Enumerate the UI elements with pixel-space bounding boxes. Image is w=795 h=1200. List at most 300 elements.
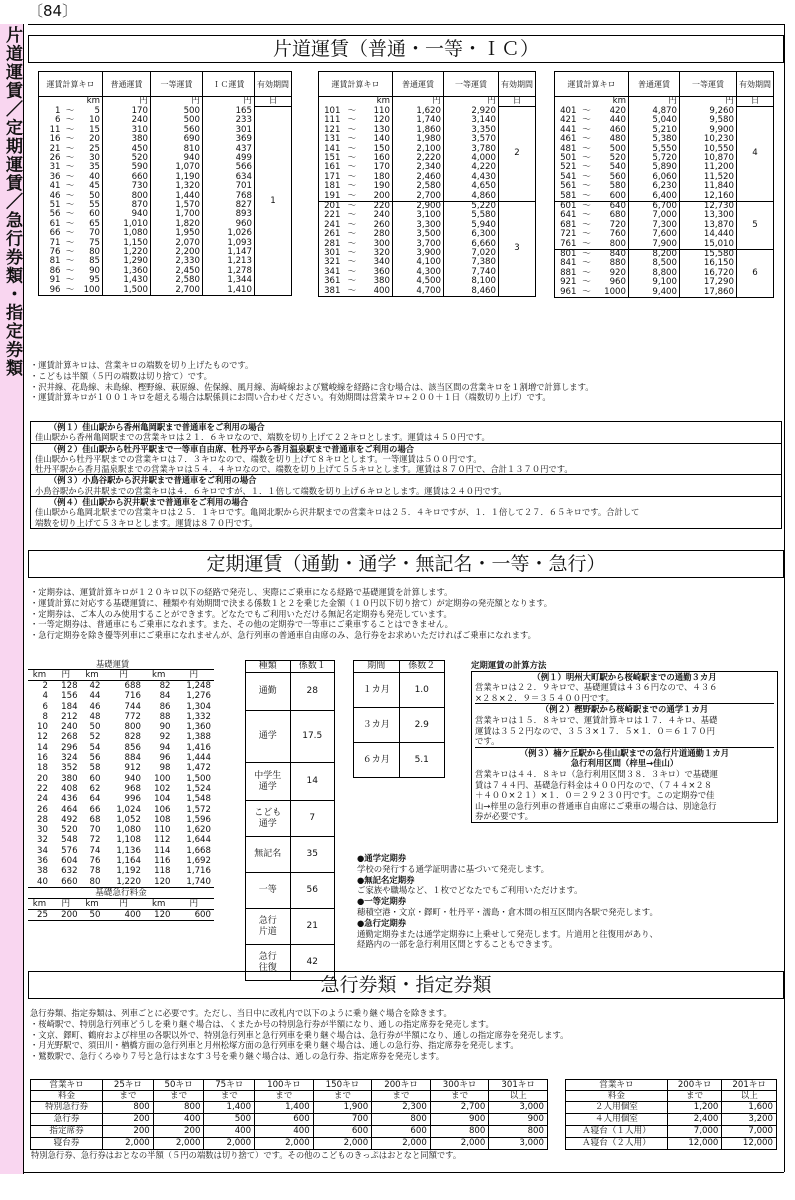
express-header-cell: まで bbox=[103, 1091, 154, 1102]
express-note: 急行券類、指定券類は、列車ごとに必要です。ただし、当日中に改札内で以下のように乗り継ぐ場合を除きます。 bbox=[30, 1008, 452, 1018]
coef2-header-cell: 期間 bbox=[354, 661, 400, 673]
express-row bbox=[31, 1138, 548, 1150]
range-from: 401 bbox=[555, 107, 579, 116]
base-fare-cell: 48 bbox=[89, 711, 101, 722]
base-fare-cell: 40 bbox=[37, 876, 48, 887]
base-fare-cell: 1,572 bbox=[186, 804, 211, 815]
fare-value: 940 bbox=[151, 154, 203, 163]
section-title-oneway: 片道運賃（普通・一等・ＩＣ） bbox=[28, 35, 784, 63]
fare-value: 450 bbox=[103, 145, 151, 154]
range-to: 200 bbox=[361, 192, 392, 202]
base-fare-row bbox=[28, 866, 214, 876]
fare-value: 13,870 bbox=[680, 221, 737, 230]
express-header-cell: 料金 bbox=[31, 1091, 103, 1102]
base-fare-cell: 26 bbox=[37, 804, 48, 815]
base-fare-cell: 1,500 bbox=[186, 773, 211, 784]
fare-value: 10,230 bbox=[680, 135, 737, 144]
express-value: 200 bbox=[103, 1126, 154, 1138]
range-to: 85 bbox=[78, 257, 103, 266]
base-fare-cell: 744 bbox=[124, 701, 141, 712]
base-fare-cell: 884 bbox=[124, 753, 141, 764]
fare-value: 8,800 bbox=[629, 269, 680, 278]
range-tilde: 〜 bbox=[65, 199, 75, 210]
range-to: 5 bbox=[78, 107, 103, 116]
range-from: 56 bbox=[39, 210, 63, 219]
fare-value: 3,500 bbox=[393, 230, 444, 239]
express-value: 1,900 bbox=[313, 1102, 372, 1114]
express-header-bottom bbox=[31, 1091, 548, 1102]
coef2-row bbox=[354, 673, 445, 708]
unit-yen: 円 bbox=[393, 97, 444, 107]
season-type-heading: ●通学定期券 bbox=[357, 853, 407, 863]
range-to: 75 bbox=[78, 239, 103, 248]
example-text: 佳山駅から亀岡北駅までの営業キロは２５．１キロです。亀岡北駅から沢井駅までの営業キロは２５．４キロですが、１．１倍して２７．６５キロです。合計して bbox=[35, 507, 640, 518]
fare-value: 1,070 bbox=[151, 163, 203, 172]
fare-value: 2,100 bbox=[393, 145, 444, 154]
express-note: ・文京、鐸町、鶴府および梓里の各駅以外で、特別急行列車と急行列車を乗り継ぐ場合は、急行券が半額になり、通しの指定席券を発売します。 bbox=[30, 1029, 569, 1040]
express-base-title: 基礎急行料金 bbox=[28, 887, 214, 898]
season-notes bbox=[30, 587, 552, 641]
range-to: 920 bbox=[595, 269, 629, 278]
fare-row bbox=[39, 267, 292, 276]
range-from: 221 bbox=[319, 211, 343, 220]
range-from: 16 bbox=[39, 135, 63, 144]
coef1-value: 7 bbox=[290, 801, 335, 837]
range-from: 161 bbox=[319, 163, 343, 172]
range-tilde: 〜 bbox=[582, 134, 591, 145]
express-row bbox=[31, 1114, 548, 1126]
range-to: 20 bbox=[78, 135, 103, 144]
range-tilde: 〜 bbox=[582, 258, 591, 269]
coef2-period: ３カ月 bbox=[354, 708, 400, 743]
base-fare-cell: 8 bbox=[42, 711, 48, 722]
base-fare-cell: 20 bbox=[37, 773, 48, 784]
fare-value: 4,700 bbox=[393, 287, 444, 297]
example-text: 佳山駅から牡丹平駅までの営業キロは７．３キロなので、端数を切り上げて８キロとします。一等運賃は５００円です。 bbox=[35, 453, 482, 464]
coef1-row bbox=[246, 837, 335, 873]
season-note: ・急行定期券を除き優等列車にご乗車になれませんが、急行列車の普通車自由席のみ、急行券をお求めいただければご乗車になれます。 bbox=[30, 630, 536, 641]
fare-value: 5,210 bbox=[629, 126, 680, 135]
fare-row bbox=[39, 135, 292, 144]
range-to: 800 bbox=[595, 240, 629, 250]
base-fare-cell: 800 bbox=[124, 722, 141, 733]
base-fare-cell: 74 bbox=[89, 845, 101, 856]
express-value: 500 bbox=[204, 1114, 255, 1126]
unit-day: 日 bbox=[499, 97, 536, 107]
range-tilde: 〜 bbox=[65, 256, 75, 267]
range-to: 190 bbox=[361, 182, 392, 191]
range-to: 170 bbox=[361, 163, 392, 172]
base-fare-row bbox=[28, 712, 214, 722]
season-type-text: 通勤定期券または通学定期券に上乗せして発売します。片道用と往復用があり、 bbox=[357, 928, 658, 939]
range-to: 840 bbox=[595, 250, 629, 260]
berth-header-cell: 201キロ bbox=[722, 1080, 777, 1091]
fare-value: 2,920 bbox=[444, 107, 499, 116]
fare-value: 1,320 bbox=[151, 182, 203, 191]
base-fare-row bbox=[28, 846, 214, 856]
example-heading: （例２）佳山駅から牡丹平駅まで一等車自由席、牡丹平から香月温泉駅まで普通車をご利用の場合 bbox=[31, 443, 781, 454]
express-value: 1,400 bbox=[255, 1102, 314, 1114]
example-text: 端数を切り上げて５３キロとします。運賃は８７０円です。 bbox=[35, 517, 258, 528]
base-fare-cell: 18 bbox=[37, 763, 48, 774]
range-tilde: 〜 bbox=[65, 171, 75, 182]
base-fare-cell: 1,548 bbox=[186, 794, 211, 805]
calc-example-text: です。 bbox=[475, 736, 500, 747]
fare-value: 4,860 bbox=[444, 192, 499, 202]
fare-value: 1,093 bbox=[203, 239, 255, 248]
express-value: 800 bbox=[430, 1126, 489, 1138]
range-to: 960 bbox=[595, 278, 629, 287]
base-fare-cell: 436 bbox=[61, 794, 78, 805]
base-fare-cell: 104 bbox=[154, 794, 171, 805]
berth-value: 1,600 bbox=[722, 1102, 777, 1114]
base-fare-cell: 102 bbox=[154, 783, 171, 794]
coef2-row bbox=[354, 743, 445, 778]
base-fare-cell: 58 bbox=[89, 763, 101, 774]
fare-row bbox=[39, 182, 292, 191]
range-tilde: 〜 bbox=[347, 266, 357, 277]
fare-row bbox=[39, 145, 292, 154]
express-value: 3,000 bbox=[489, 1138, 548, 1150]
range-to: 400 bbox=[361, 287, 392, 297]
fare-value: 1,430 bbox=[103, 276, 151, 285]
base-fare-header-cell: 円 bbox=[51, 670, 81, 681]
coef1-value: 56 bbox=[290, 873, 335, 909]
express-base-cell: 120 bbox=[154, 909, 171, 920]
range-to: 160 bbox=[361, 154, 392, 163]
base-fare-cell: 6 bbox=[42, 701, 48, 712]
fare-value: 1,190 bbox=[151, 173, 203, 182]
base-fare-cell: 660 bbox=[61, 876, 78, 887]
example-heading: （例４）佳山駅から沢井駅まで普通車をご利用の場合 bbox=[31, 496, 781, 507]
range-from: 761 bbox=[555, 240, 579, 250]
coefficient2-table bbox=[353, 660, 445, 778]
fare-header-row bbox=[39, 72, 292, 97]
berth-row bbox=[566, 1102, 777, 1114]
fare-value: 301 bbox=[203, 126, 255, 135]
range-from: 76 bbox=[39, 248, 63, 257]
range-to: 15 bbox=[78, 126, 103, 135]
range-tilde: 〜 bbox=[347, 152, 357, 163]
express-row bbox=[31, 1126, 548, 1138]
base-fare-cell: 46 bbox=[89, 701, 101, 712]
unit-yen: 円 bbox=[629, 97, 680, 107]
range-from: 36 bbox=[39, 173, 63, 182]
fare-value: 16,150 bbox=[680, 259, 737, 268]
range-from: 561 bbox=[555, 182, 579, 191]
fare-header-cell: 一等運賃 bbox=[444, 72, 499, 97]
base-fare-row bbox=[28, 732, 214, 742]
fare-value: 1,010 bbox=[103, 220, 151, 229]
fare-value: 5,220 bbox=[444, 201, 499, 211]
base-fare-cell: 118 bbox=[154, 866, 171, 877]
range-to: 35 bbox=[78, 163, 103, 172]
express-row bbox=[31, 1102, 548, 1114]
base-fare-cell: 716 bbox=[124, 691, 141, 702]
coef1-type: 中学生 通学 bbox=[246, 763, 291, 801]
berth-value: 12,000 bbox=[722, 1138, 777, 1150]
fare-value: 2,460 bbox=[393, 173, 444, 182]
base-fare-cell: 2 bbox=[42, 681, 48, 691]
base-fare-cell: 212 bbox=[61, 711, 78, 722]
fare-value: 4,300 bbox=[393, 268, 444, 277]
range-tilde: 〜 bbox=[347, 219, 357, 230]
express-header-cell: 25キロ bbox=[103, 1080, 154, 1091]
fare-value: 12,160 bbox=[680, 192, 737, 202]
fare-value: 170 bbox=[103, 107, 151, 116]
range-tilde: 〜 bbox=[582, 277, 591, 288]
fare-value: 768 bbox=[203, 192, 255, 201]
coef2-header bbox=[354, 661, 445, 673]
berth-type: ４人用個室 bbox=[566, 1114, 668, 1126]
fare-header-cell: 運賃計算キロ bbox=[319, 72, 393, 97]
fare-value: 2,580 bbox=[393, 182, 444, 191]
unit-yen: 円 bbox=[203, 97, 255, 107]
range-to: 280 bbox=[361, 230, 392, 239]
calc-example-heading: （例２）樫野駅から桜崎駅までの通学１カ月 bbox=[475, 703, 774, 715]
coef1-row bbox=[246, 763, 335, 801]
range-tilde: 〜 bbox=[347, 190, 357, 201]
range-from: 681 bbox=[555, 221, 579, 230]
range-to: 640 bbox=[595, 201, 629, 211]
fare-value: 1,026 bbox=[203, 229, 255, 238]
range-to: 40 bbox=[78, 173, 103, 182]
express-header-cell: 150キロ bbox=[313, 1080, 372, 1091]
range-from: 361 bbox=[319, 277, 343, 286]
sidebar bbox=[0, 24, 24, 1174]
coef1-row bbox=[246, 711, 335, 763]
base-fare-cell: 1,644 bbox=[186, 835, 211, 846]
fare-row bbox=[39, 286, 292, 296]
range-from: 641 bbox=[555, 211, 579, 220]
berth-type: Ａ寝台（２人用） bbox=[566, 1138, 668, 1150]
base-fare-cell: 128 bbox=[61, 681, 78, 691]
fare-row bbox=[39, 210, 292, 219]
base-fare-cell: 84 bbox=[159, 691, 171, 702]
base-fare-cell: 1,108 bbox=[116, 835, 141, 846]
fare-value: 660 bbox=[103, 173, 151, 182]
range-to: 180 bbox=[361, 173, 392, 182]
express-footnote: 特別急行券、急行券はおとなの半額（５円の端数は切り捨て）です。その他のこどものきっぷはおとなと同額です。 bbox=[31, 1150, 462, 1160]
range-tilde: 〜 bbox=[579, 288, 595, 298]
calc-example-text: 営業キロは４４．８キロ（急行利用区間３８．３キロ）で基礎運 bbox=[475, 768, 718, 779]
fare-value: 1,360 bbox=[103, 267, 151, 276]
fare-value: 3,350 bbox=[444, 126, 499, 135]
example-text: 佳山駅から香州亀岡駅までの営業キロは２１．６キロなので、端数を切り上げて２２キロとします。運賃は４５０円です。 bbox=[35, 432, 490, 443]
fare-header-cell: 一等運賃 bbox=[151, 72, 203, 97]
express-type: 寝台券 bbox=[31, 1138, 103, 1150]
base-fare-cell: 94 bbox=[159, 742, 171, 753]
range-to: 760 bbox=[595, 230, 629, 239]
range-from: 921 bbox=[555, 278, 579, 287]
base-fare-cell: 1,620 bbox=[186, 825, 211, 836]
base-fare-cell: 1,444 bbox=[186, 753, 211, 764]
range-tilde: 〜 bbox=[347, 105, 357, 116]
top-rule bbox=[28, 24, 784, 25]
base-fare-cell: 30 bbox=[37, 825, 48, 836]
calc-example-text: 山→梓里の急行列車の普通車自由席にご乗車の場合は、別途急行 bbox=[475, 800, 717, 811]
fare-value: 4,220 bbox=[444, 163, 499, 172]
base-fare-cell: 22 bbox=[37, 783, 48, 794]
fare-value: 11,520 bbox=[680, 173, 737, 182]
range-to: 520 bbox=[595, 154, 629, 163]
base-fare-cell: 32 bbox=[37, 835, 48, 846]
base-fare-cell: 12 bbox=[37, 732, 48, 743]
fare-value: 7,600 bbox=[629, 230, 680, 239]
express-base-header-cell: km bbox=[81, 898, 104, 909]
base-fare-cell: 66 bbox=[89, 804, 101, 815]
fare-value: 1,080 bbox=[103, 229, 151, 238]
range-tilde: 〜 bbox=[582, 229, 591, 240]
base-fare-header-cell: km bbox=[144, 670, 174, 681]
fare-value: 701 bbox=[203, 182, 255, 191]
base-fare-cell: 1,388 bbox=[186, 732, 211, 743]
express-base-cell: 25 bbox=[37, 909, 48, 920]
season-type-text: 経路内の一部を急行利用区間とすることもできます。 bbox=[357, 939, 558, 950]
express-value: 800 bbox=[372, 1114, 431, 1126]
calc-example-text: 営業キロは２２．９キロで、基礎運賃は４３６円なので、４３６ bbox=[475, 682, 718, 693]
base-fare-cell: 492 bbox=[61, 814, 78, 825]
range-tilde: 〜 bbox=[347, 171, 357, 182]
range-tilde: 〜 bbox=[582, 171, 591, 182]
berth-type: ２人用個室 bbox=[566, 1102, 668, 1114]
fare-value: 15,010 bbox=[680, 240, 737, 250]
base-fare-cell: 352 bbox=[61, 763, 78, 774]
oneway-examples bbox=[30, 421, 782, 529]
range-to: 380 bbox=[361, 277, 392, 286]
fare-value: 4,870 bbox=[629, 107, 680, 116]
base-fare-cell: 106 bbox=[154, 804, 171, 815]
base-fare-cell: 156 bbox=[61, 691, 78, 702]
coef2-value: 2.9 bbox=[399, 708, 445, 743]
range-from: 321 bbox=[319, 258, 343, 267]
range-from: 151 bbox=[319, 154, 343, 163]
fare-value: 15,580 bbox=[680, 250, 737, 260]
coef2-value: 5.1 bbox=[399, 743, 445, 778]
fare-value: 1,860 bbox=[393, 126, 444, 135]
base-fare-row bbox=[28, 805, 214, 815]
fare-value: 3,700 bbox=[393, 240, 444, 249]
coef1-row bbox=[246, 909, 335, 945]
fare-value: 2,700 bbox=[393, 192, 444, 202]
express-header-cell: まで bbox=[204, 1091, 255, 1102]
base-fare-cell: 464 bbox=[61, 804, 78, 815]
base-fare-cell: 96 bbox=[159, 753, 171, 764]
base-fare-cell: 80 bbox=[89, 876, 101, 887]
express-value: 2,000 bbox=[430, 1138, 489, 1150]
fare-value: 6,230 bbox=[629, 182, 680, 191]
valid-days: 4 bbox=[737, 107, 774, 202]
fare-value: 3,900 bbox=[393, 249, 444, 258]
range-to: 540 bbox=[595, 163, 629, 172]
fare-value: 634 bbox=[203, 173, 255, 182]
season-type-text: 穂積空港・文京・鐸町・牡丹平・濡島・倉木間の相互区間内各駅で発売します。 bbox=[357, 906, 658, 917]
base-fare-cell: 632 bbox=[61, 866, 78, 877]
base-fare-row bbox=[28, 743, 214, 753]
fare-value: 380 bbox=[103, 135, 151, 144]
berth-type: Ａ寝台（１人用） bbox=[566, 1126, 668, 1138]
oneway-note: ・こどもは半額（５円の端数は切り捨て）です。 bbox=[30, 370, 212, 381]
fare-value: 1,410 bbox=[203, 286, 255, 296]
base-fare-cell: 1,668 bbox=[186, 845, 211, 856]
unit-yen: 円 bbox=[151, 97, 203, 107]
fare-row bbox=[39, 248, 292, 257]
range-from: 71 bbox=[39, 239, 63, 248]
fare-value: 16,720 bbox=[680, 269, 737, 278]
example-heading: （例１）佳山駅から香州亀岡駅まで普通車をご利用の場合 bbox=[49, 422, 265, 432]
range-from: 61 bbox=[39, 220, 63, 229]
base-fare-header-cell: 円 bbox=[103, 670, 143, 681]
range-from: 481 bbox=[555, 145, 579, 154]
range-tilde: 〜 bbox=[65, 115, 75, 126]
express-note: ・鷲数駅で、急行くろゆり７号と急行はまなす３号を乗り継ぐ場合は、通しの急行券、指定席券を発売します。 bbox=[30, 1051, 445, 1062]
base-fare-cell: 42 bbox=[89, 681, 101, 691]
range-from: 11 bbox=[39, 126, 63, 135]
range-tilde: 〜 bbox=[65, 228, 75, 239]
fare-value: 560 bbox=[151, 126, 203, 135]
fare-value: 240 bbox=[103, 116, 151, 125]
range-from: 601 bbox=[555, 201, 579, 211]
express-value: 2,700 bbox=[430, 1102, 489, 1114]
base-fare-cell: 114 bbox=[154, 845, 171, 856]
berth-header-cell: まで bbox=[667, 1091, 722, 1102]
base-fare-row bbox=[28, 753, 214, 763]
range-tilde: 〜 bbox=[582, 162, 591, 173]
range-tilde: 〜 bbox=[582, 267, 591, 278]
base-fare-cell: 72 bbox=[89, 835, 101, 846]
range-tilde: 〜 bbox=[582, 105, 591, 116]
base-fare-cell: 856 bbox=[124, 742, 141, 753]
base-fare-row bbox=[28, 681, 214, 692]
coef1-row bbox=[246, 801, 335, 837]
range-tilde: 〜 bbox=[582, 238, 591, 249]
range-from: 171 bbox=[319, 173, 343, 182]
fare-table bbox=[318, 71, 536, 297]
fare-value: 6,060 bbox=[629, 173, 680, 182]
calc-example-text: ×２８×２．９＝３５４００円です。 bbox=[475, 692, 614, 703]
fare-value: 2,340 bbox=[393, 163, 444, 172]
base-fare-cell: 38 bbox=[37, 866, 48, 877]
base-fare-cell: 60 bbox=[89, 773, 101, 784]
range-to: 420 bbox=[595, 107, 629, 116]
base-fare-cell: 56 bbox=[89, 753, 101, 764]
range-to: 50 bbox=[78, 192, 103, 201]
range-to: 10 bbox=[78, 116, 103, 125]
fare-value: 2,070 bbox=[151, 239, 203, 248]
calc-example-text: 運賃は３５２円なので、３５３×１７．５×１．０＝６１７０円 bbox=[475, 725, 715, 736]
coef2-value: 1.0 bbox=[399, 673, 445, 708]
calc-example-text: 営業キロは１５．８キロで、運賃計算キロは１７．４キロ、基礎 bbox=[475, 714, 718, 725]
base-fare-header-cell: km bbox=[28, 670, 51, 681]
express-header-cell: まで bbox=[255, 1091, 314, 1102]
fare-value: 1,980 bbox=[393, 135, 444, 144]
base-fare-row bbox=[28, 774, 214, 784]
express-value: 1,400 bbox=[204, 1102, 255, 1114]
base-fare-cell: 996 bbox=[124, 794, 141, 805]
fare-value: 7,900 bbox=[629, 240, 680, 250]
range-tilde: 〜 bbox=[65, 124, 75, 135]
base-fare-cell: 116 bbox=[154, 856, 171, 867]
calc-example-text: 券が必要です。 bbox=[475, 811, 533, 822]
express-value: 2,000 bbox=[255, 1138, 314, 1150]
fare-header-cell: 普通運賃 bbox=[629, 72, 680, 97]
express-header-cell: 以上 bbox=[489, 1091, 548, 1102]
coef1-type: 通勤 bbox=[246, 673, 291, 711]
range-from: 181 bbox=[319, 182, 343, 191]
range-to: 80 bbox=[78, 248, 103, 257]
range-from: 261 bbox=[319, 230, 343, 239]
right-rule bbox=[784, 24, 785, 1172]
